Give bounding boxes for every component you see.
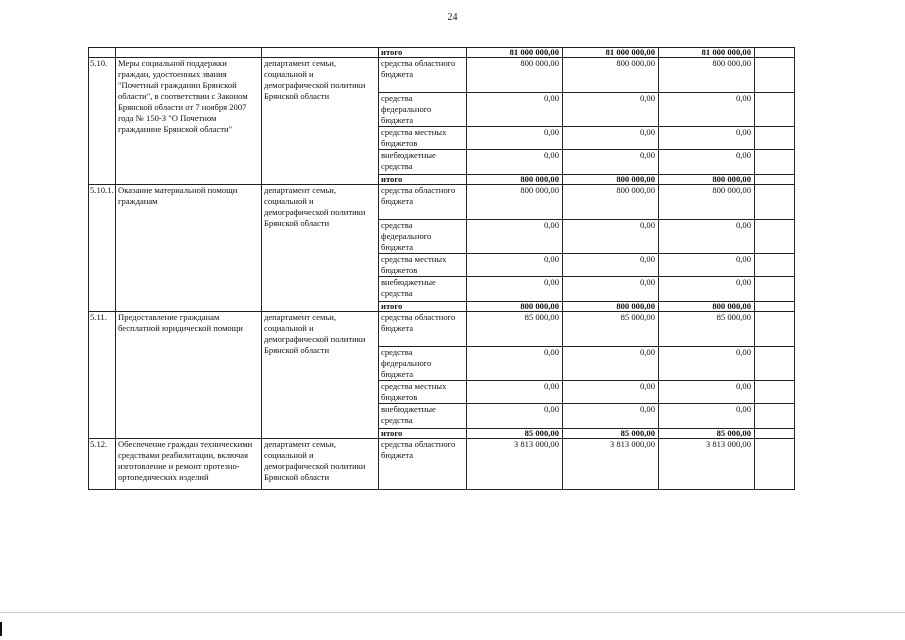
value-1: 3 813 000,00: [467, 439, 563, 490]
source-label: средства федерального бюджета: [379, 347, 467, 381]
value-1: 800 000,00: [467, 185, 563, 220]
value-1: 0,00: [467, 254, 563, 277]
item-name: Предоставление гражданам бесплатной юридической помощи: [116, 312, 262, 439]
value-3: 0,00: [659, 254, 755, 277]
empty-cell: [89, 48, 116, 58]
value-1: 0,00: [467, 404, 563, 429]
item-executor: департамент семьи, социальной и демографической политики Брянской области: [262, 439, 379, 490]
total-label: итого: [379, 429, 467, 439]
total-label: итого: [379, 302, 467, 312]
empty-cell: [755, 277, 795, 302]
value-3: 0,00: [659, 127, 755, 150]
value-2: 0,00: [563, 93, 659, 127]
value-1: 0,00: [467, 381, 563, 404]
source-label: средства местных бюджетов: [379, 254, 467, 277]
empty-cell: [755, 381, 795, 404]
value-2: 0,00: [563, 277, 659, 302]
value-3: 0,00: [659, 381, 755, 404]
value-1: 0,00: [467, 127, 563, 150]
empty-cell: [262, 48, 379, 58]
source-label: средства областного бюджета: [379, 439, 467, 490]
empty-cell: [755, 127, 795, 150]
value-2: 85 000,00: [563, 312, 659, 347]
total-value-3: 81 000 000,00: [659, 48, 755, 58]
value-2: 0,00: [563, 220, 659, 254]
table-row: [89, 312, 795, 347]
empty-cell: [116, 48, 262, 58]
total-value-2: 81 000 000,00: [563, 48, 659, 58]
source-label: средства федерального бюджета: [379, 220, 467, 254]
empty-cell: [755, 185, 795, 220]
total-value-1: 81 000 000,00: [467, 48, 563, 58]
empty-cell: [755, 439, 795, 490]
source-label: средства областного бюджета: [379, 312, 467, 347]
empty-cell: [755, 429, 795, 439]
value-2: 800 000,00: [563, 58, 659, 93]
source-label: средства областного бюджета: [379, 58, 467, 93]
scan-edge-mark: [0, 622, 2, 636]
table-row: [89, 185, 795, 220]
total-value-1: 800 000,00: [467, 175, 563, 185]
value-2: 0,00: [563, 127, 659, 150]
value-3: 0,00: [659, 277, 755, 302]
table-row: [89, 439, 795, 490]
value-1: 85 000,00: [467, 312, 563, 347]
table-row: [89, 58, 795, 93]
value-2: 3 813 000,00: [563, 439, 659, 490]
total-value-1: 800 000,00: [467, 302, 563, 312]
value-3: 0,00: [659, 150, 755, 175]
value-2: 0,00: [563, 347, 659, 381]
item-executor: департамент семьи, социальной и демографической политики Брянской области: [262, 58, 379, 185]
total-value-3: 800 000,00: [659, 302, 755, 312]
value-3: 3 813 000,00: [659, 439, 755, 490]
item-name: Обеспечение граждан техническими средствами реабилитации, включая изготовление и ремонт протезно-ортопедических изделий: [116, 439, 262, 490]
empty-cell: [755, 302, 795, 312]
empty-cell: [755, 312, 795, 347]
total-value-3: 85 000,00: [659, 429, 755, 439]
item-number: 5.12.: [89, 439, 116, 490]
empty-cell: [755, 175, 795, 185]
value-3: 0,00: [659, 347, 755, 381]
value-3: 85 000,00: [659, 312, 755, 347]
total-label: итого: [379, 48, 467, 58]
scan-artifact-line: [0, 612, 905, 613]
value-2: 800 000,00: [563, 185, 659, 220]
empty-cell: [755, 150, 795, 175]
source-label: внебюджетные средства: [379, 277, 467, 302]
empty-cell: [755, 220, 795, 254]
total-value-2: 800 000,00: [563, 302, 659, 312]
total-value-2: 800 000,00: [563, 175, 659, 185]
budget-table: [88, 47, 795, 490]
empty-cell: [755, 93, 795, 127]
empty-cell: [755, 404, 795, 429]
item-executor: департамент семьи, социальной и демографической политики Брянской области: [262, 312, 379, 439]
empty-cell: [755, 254, 795, 277]
empty-cell: [755, 48, 795, 58]
item-number: 5.10.1.: [89, 185, 116, 312]
value-2: 0,00: [563, 381, 659, 404]
value-1: 0,00: [467, 347, 563, 381]
page-number: 24: [447, 12, 458, 23]
source-label: внебюджетные средства: [379, 150, 467, 175]
source-label: средства федерального бюджета: [379, 93, 467, 127]
total-label: итого: [379, 175, 467, 185]
source-label: внебюджетные средства: [379, 404, 467, 429]
value-3: 800 000,00: [659, 58, 755, 93]
item-name: Меры социальной поддержки граждан, удостоенных звания "Почетный гражданин Брянской области", в соответствии с Законом Брянской области от 7 ноября 2007 года № 150-З "О Почетном гражданине Брянской области": [116, 58, 262, 185]
value-2: 0,00: [563, 404, 659, 429]
value-1: 0,00: [467, 150, 563, 175]
value-1: 0,00: [467, 93, 563, 127]
source-label: средства местных бюджетов: [379, 127, 467, 150]
value-2: 0,00: [563, 254, 659, 277]
total-value-2: 85 000,00: [563, 429, 659, 439]
value-2: 0,00: [563, 150, 659, 175]
item-name: Оказание материальной помощи гражданам: [116, 185, 262, 312]
value-1: 0,00: [467, 277, 563, 302]
empty-cell: [755, 58, 795, 93]
total-value-1: 85 000,00: [467, 429, 563, 439]
value-3: 0,00: [659, 404, 755, 429]
top-total-row: [89, 48, 795, 58]
value-1: 0,00: [467, 220, 563, 254]
item-number: 5.11.: [89, 312, 116, 439]
empty-cell: [755, 347, 795, 381]
value-3: 0,00: [659, 220, 755, 254]
source-label: средства областного бюджета: [379, 185, 467, 220]
value-3: 800 000,00: [659, 185, 755, 220]
total-value-3: 800 000,00: [659, 175, 755, 185]
value-1: 800 000,00: [467, 58, 563, 93]
value-3: 0,00: [659, 93, 755, 127]
item-number: 5.10.: [89, 58, 116, 185]
item-executor: департамент семьи, социальной и демографической политики Брянской области: [262, 185, 379, 312]
source-label: средства местных бюджетов: [379, 381, 467, 404]
